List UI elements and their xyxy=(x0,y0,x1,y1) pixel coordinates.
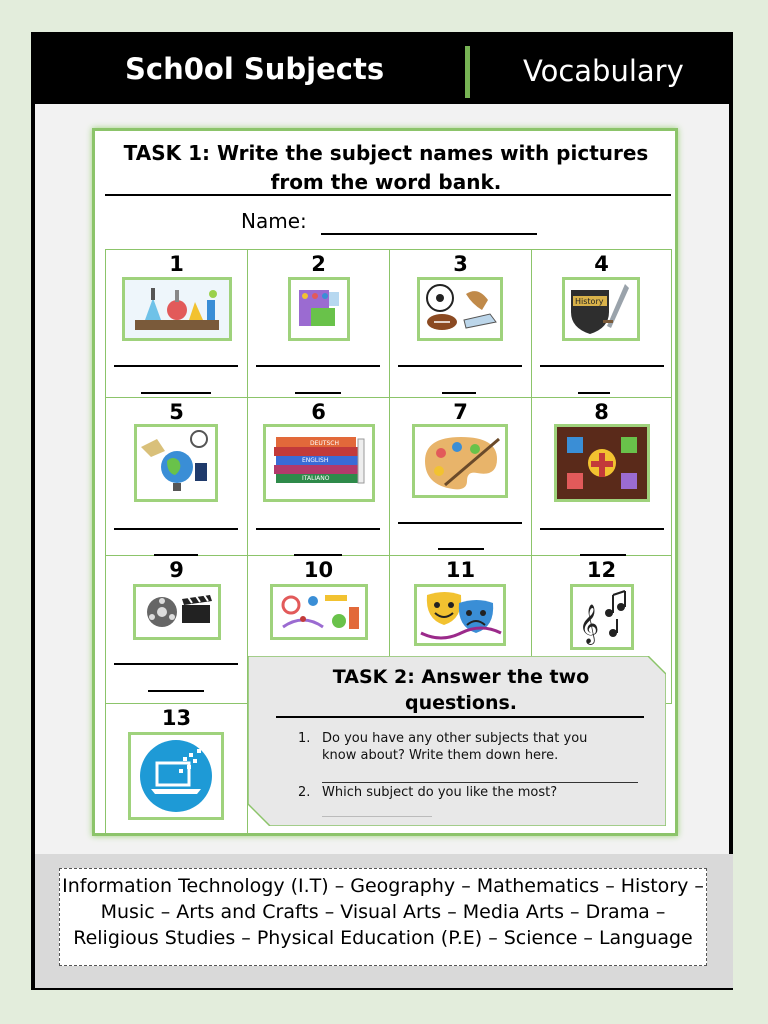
answer-line[interactable] xyxy=(398,365,522,367)
grid-cell-3 xyxy=(390,250,532,398)
answer-line[interactable] xyxy=(442,392,476,394)
question-1 xyxy=(298,730,598,766)
grid-cell-9 xyxy=(106,556,248,704)
header-divider xyxy=(465,46,470,98)
grid-cell-4 xyxy=(532,250,672,398)
grid-cell-6 xyxy=(248,398,390,556)
grid-cell-1 xyxy=(106,250,248,398)
science-lab-icon xyxy=(122,277,232,341)
word-bank-text: Information Technology (I.T) – Geography – Mathematics – History – Music – Arts and Crafts – Visual Arts – Media Arts – Drama – Religious Studies – Physical Education (P.E) – Science – Language xyxy=(62,875,704,949)
religion-symbols-icon xyxy=(554,424,650,502)
name-label: Name: xyxy=(241,209,307,233)
word-bank-panel xyxy=(35,854,733,988)
question-1-answer-line[interactable] xyxy=(322,782,638,783)
page-subtitle: Vocabulary xyxy=(523,54,684,88)
answer-line[interactable] xyxy=(114,365,238,367)
item-number: 4 xyxy=(594,252,609,276)
item-number: 10 xyxy=(303,558,334,582)
svg-text:ITALIANO: ITALIANO xyxy=(302,475,330,482)
answer-line[interactable] xyxy=(295,392,341,394)
history-shield-icon xyxy=(562,277,640,341)
item-number: 6 xyxy=(311,400,326,424)
answer-line[interactable] xyxy=(141,392,211,394)
question-2-answer-line[interactable] xyxy=(322,816,432,817)
answer-line[interactable] xyxy=(578,392,610,394)
question-2-text: Which subject do you like the most? xyxy=(322,785,558,800)
item-number: 5 xyxy=(169,400,184,424)
math-abacus-icon xyxy=(288,277,350,341)
task2-title-rule xyxy=(276,716,644,718)
task1-title-rule xyxy=(105,194,671,196)
svg-text:ENGLISH: ENGLISH xyxy=(302,457,329,464)
grid-cell-8 xyxy=(532,398,672,556)
task2-title: TASK 2: Answer the two questions. xyxy=(332,666,590,714)
item-number: 1 xyxy=(169,252,184,276)
arts-crafts-icon xyxy=(270,584,368,640)
task2-callout xyxy=(248,656,666,826)
item-number: 8 xyxy=(594,400,609,424)
name-field[interactable] xyxy=(321,233,537,235)
answer-line[interactable] xyxy=(256,528,380,530)
computer-laptop-icon xyxy=(128,732,224,820)
page-title: Sch0ol Subjects xyxy=(125,52,385,86)
word-bank-box xyxy=(59,868,707,966)
worksheet xyxy=(31,32,733,990)
item-number: 7 xyxy=(453,400,468,424)
question-2-number: 2. xyxy=(298,785,311,800)
item-number: 11 xyxy=(445,558,476,582)
answer-line[interactable] xyxy=(148,690,204,692)
language-books-icon xyxy=(263,424,375,502)
question-1-number: 1. xyxy=(298,731,311,746)
answer-line[interactable] xyxy=(114,528,238,530)
svg-text:𝄞: 𝄞 xyxy=(579,604,600,644)
grid-cell-7 xyxy=(390,398,532,556)
answer-line[interactable] xyxy=(540,365,664,367)
task1-title: TASK 1: Write the subject names with pictures from the word bank. xyxy=(123,141,649,194)
header-bar xyxy=(35,36,729,104)
music-notes-icon xyxy=(570,584,634,650)
answer-line[interactable] xyxy=(540,528,664,530)
item-number: 2 xyxy=(311,252,326,276)
sports-balls-icon xyxy=(417,277,503,341)
answer-line[interactable] xyxy=(398,522,522,524)
grid-cell-13 xyxy=(106,704,248,834)
svg-text:DEUTSCH: DEUTSCH xyxy=(310,440,339,447)
paint-palette-icon xyxy=(412,424,508,498)
grid-cell-2 xyxy=(248,250,390,398)
drama-masks-icon xyxy=(414,584,506,646)
grid-cell-5 xyxy=(106,398,248,556)
answer-line[interactable] xyxy=(438,548,484,550)
media-film-icon xyxy=(133,584,221,640)
item-number: 13 xyxy=(161,706,192,730)
question-2 xyxy=(298,784,598,802)
item-number: 9 xyxy=(169,558,184,582)
answer-line[interactable] xyxy=(114,663,238,665)
question-1-text: Do you have any other subjects that you know about? Write them down here. xyxy=(322,731,588,763)
item-number: 3 xyxy=(453,252,468,276)
answer-line[interactable] xyxy=(256,365,380,367)
geography-globe-icon xyxy=(134,424,218,502)
svg-text:History: History xyxy=(575,297,604,306)
item-number: 12 xyxy=(586,558,617,582)
